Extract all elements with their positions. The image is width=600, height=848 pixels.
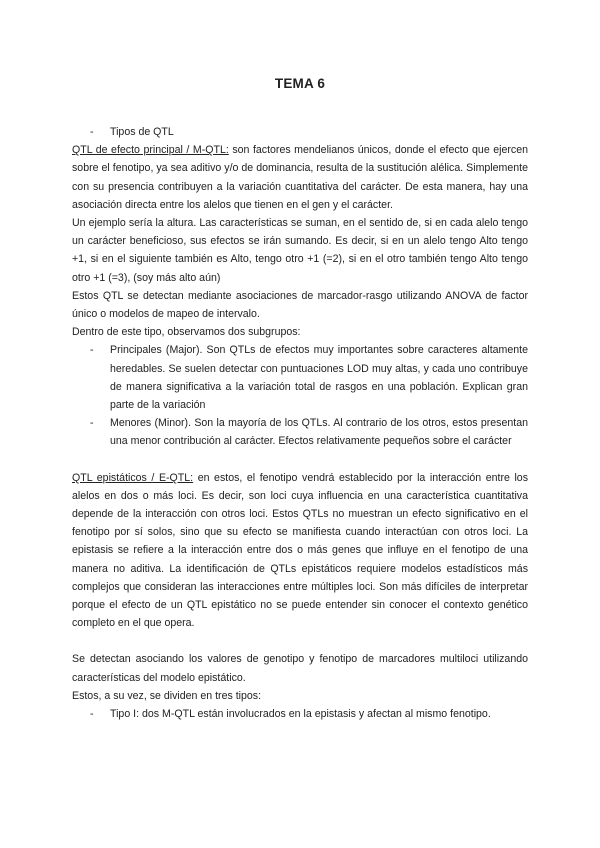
mqtl-example-paragraph: Un ejemplo sería la altura. Las características se suman, en el sentido de, si en cada alelo tengo un carácter beneficioso, sus efectos se irán sumando. Es decir, si en un alelo tengo Alto tengo +1, si en el siguiente también es Alto, tengo otro +1 (=2), si en el otro también tengo Alto tengo otro +1 (=3), (soy más alto aún) bbox=[72, 217, 528, 284]
eqtl-text: en estos, el fenotipo vendrá establecido por la interacción entre los alelos en dos o más loci. Es decir, son loci cuya influencia en una característica cuantitativa depende de la interacción con otros loci. Estos QTLs no muestran un efecto significativo en el fenotipo por sí solos, sino que su efecto se manifiesta cuando interactúan con otros loci. La epistasis se refiere a la interacción entre dos o más genes que influye en el fenotipo de una manera no aditiva. La identificación de QTLs epistáticos requiere modelos estadísticos más complejos que consideran las interacciones entre múltiples loci. Son más difíciles de interpretar porque el efecto de un QTL epistático no se puede entender sin conocer el contexto genético completo en el que opera. bbox=[72, 471, 528, 630]
bullet-dash: - bbox=[90, 708, 94, 721]
mqtl-subgroups-intro: Dentro de este tipo, observamos dos subgrupos: bbox=[72, 326, 301, 339]
bullet-item bbox=[72, 123, 528, 141]
eqtl-detection-paragraph: Se detectan asociando los valores de genotipo y fenotipo de marcadores multiloci utilizando características del modelo epistático. bbox=[72, 653, 528, 684]
bullet-dash: - bbox=[90, 344, 94, 357]
mqtl-detection-paragraph: Estos QTL se detectan mediante asociaciones de marcador-rasgo utilizando ANOVA de factor único o modelos de mapeo de intervalo. bbox=[72, 289, 528, 321]
mqtl-paragraph bbox=[72, 141, 528, 214]
bullet-text: Tipos de QTL bbox=[110, 126, 174, 138]
mqtl-text: son factores mendelianos únicos, donde el efecto que ejercen sobre el fenotipo, ya sea aditivo y/o de dominancia, resulta de la sustitución alélica. Simplemente con su presencia contribuyen a la variación cuantitativa del carácter. De esta manera, hay una asociación directa entre los alelos que tienen en el gen y el carácter. bbox=[72, 144, 528, 211]
subgroup-major bbox=[72, 341, 528, 414]
subgroup-minor-text: Menores (Minor). Son la mayoría de los QTLs. Al contrario de los otros, estos presentan una menor contribución al carácter. Efectos relativamente pequeños sobre el carácter bbox=[110, 417, 528, 448]
page-title: TEMA 6 bbox=[274, 76, 326, 91]
eqtl-type-1 bbox=[72, 705, 528, 723]
bullet-dash: - bbox=[90, 417, 94, 430]
subgroup-minor bbox=[72, 414, 528, 450]
eqtl-heading: QTL epistáticos / E-QTL: bbox=[72, 471, 194, 484]
eqtl-types-intro: Estos, a su vez, se dividen en tres tipos: bbox=[72, 689, 262, 702]
mqtl-heading: QTL de efecto principal / M-QTL: bbox=[72, 144, 229, 157]
bullet-dash: - bbox=[90, 126, 94, 138]
subgroup-major-text: Principales (Major). Son QTLs de efectos muy importantes sobre caracteres altamente heredables. Se suelen detectar con puntuaciones LOD muy altas, y cada uno contribuye de manera significativa a la variación total de rasgos en una población. Explican gran parte de la variación bbox=[110, 344, 528, 412]
eqtl-type-1-text: Tipo I: dos M-QTL están involucrados en la epistasis y afectan al mismo fenotipo. bbox=[110, 708, 491, 721]
eqtl-paragraph bbox=[72, 469, 528, 633]
